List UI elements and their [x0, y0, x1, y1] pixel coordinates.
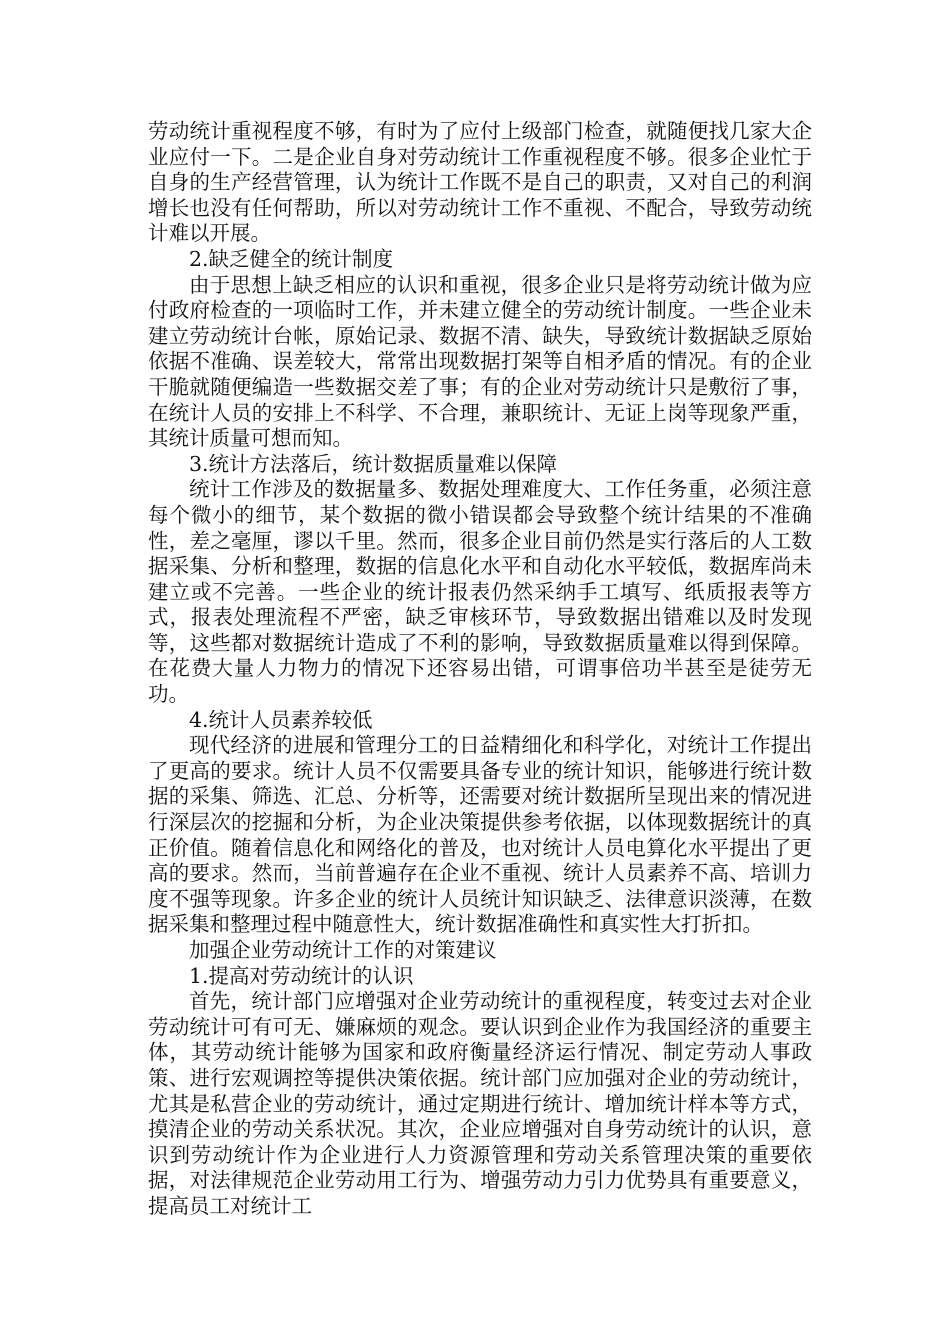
- paragraph-raise-awareness: 首先，统计部门应增强对企业劳动统计的重视程度，转变过去对企业劳动统计可有可无、嫌麻烦的观念。要认识到企业作为我国经济的重要主体，其劳动统计能够为国家和政府衡量经济运行情况、制定劳动人事政策、进行宏观调控等提供决策依据。统计部门应加强对企业的劳动统计，尤其是私营企业的劳动统计，通过定期进行统计、增加统计样本等方式，摸清企业的劳动关系状况。其次，企业应增强对自身劳动统计的认识，意识到劳动统计作为企业进行人力资源管理和劳动关系管理决策的重要依据，对法律规范企业劳动用工行为、增强劳动力引力优势具有重要意义，提高员工对统计工: [148, 989, 812, 1218]
- section-heading-3: 3.统计方法落后，统计数据质量难以保障: [189, 451, 558, 476]
- paragraph-staff-quality: 现代经济的进展和管理分工的日益精细化和科学化，对统计工作提出了更高的要求。统计人员不仅需要具备专业的统计知识，能够进行统计数据的采集、筛选、汇总、分析等，还需要对统计数据所呈现出来的情况进行深层次的挖掘和分析，为企业决策提供参考依据，以体现数据统计的真正价值。随着信息化和网络化的普及，也对统计人员电算化水平提出了更高的要求。然而，当前普遍存在企业不重视、统计人员素养不高、培训力度不强等现象。许多企业的统计人员统计知识缺乏、法律意识淡薄，在数据采集和整理过程中随意性大，统计数据准确性和真实性大打折扣。: [148, 733, 812, 937]
- document-page: [148, 119, 812, 1220]
- major-heading-countermeasures: 加强企业劳动统计工作的对策建议: [189, 938, 497, 962]
- paragraph-continuation: 劳动统计重视程度不够，有时为了应付上级部门检查，就随便找几家大企业应付一下。二是企业自身对劳动统计工作重视程度不够。很多企业忙于自身的生产经营管理，认为统计工作既不是自己的职责，又对自己的利润增长也没有任何帮助，所以对劳动统计工作不重视、不配合，导致劳动统计难以开展。: [148, 119, 812, 246]
- paragraph-statistics-system: 由于思想上缺乏相应的认识和重视，很多企业只是将劳动统计做为应付政府检查的一项临时工作，并未建立健全的劳动统计制度。一些企业未建立劳动统计台帐，原始记录、数据不清、缺失，导致统计数据缺乏原始依据不准确、误差较大，常常出现数据打架等自相矛盾的情况。有的企业干脆就随便编造一些数据交差了事；有的企业对劳动统计只是敷衍了事，在统计人员的安排上不科学、不合理，兼职统计、无证上岗等现象严重，其统计质量可想而知。: [148, 272, 812, 451]
- section-heading-4: 4.统计人员素养较低: [189, 707, 373, 732]
- section-heading-2: 2.缺乏健全的统计制度: [189, 246, 394, 271]
- paragraph-statistics-methods: 统计工作涉及的数据量多、数据处理难度大、工作任务重，必须注意每个微小的细节，某个数据的微小错误都会导致整个统计结果的不准确性，差之毫厘，谬以千里。然而，很多企业目前仍然是实行落后的人工数据采集、分析和整理，数据的信息化水平和自动化水平较低，数据库尚未建立或不完善。一些企业的统计报表仍然采纳手工填写、纸质报表等方式，报表处理流程不严密，缺乏审核环节，导致数据出错难以及时发现等，这些都对数据统计造成了不利的影响，导致数据质量难以得到保障。在花费大量人力物力的情况下还容易出错，可谓事倍功半甚至是徒劳无功。: [148, 477, 812, 707]
- section-heading-1: 1.提高对劳动统计的认识: [189, 963, 414, 988]
